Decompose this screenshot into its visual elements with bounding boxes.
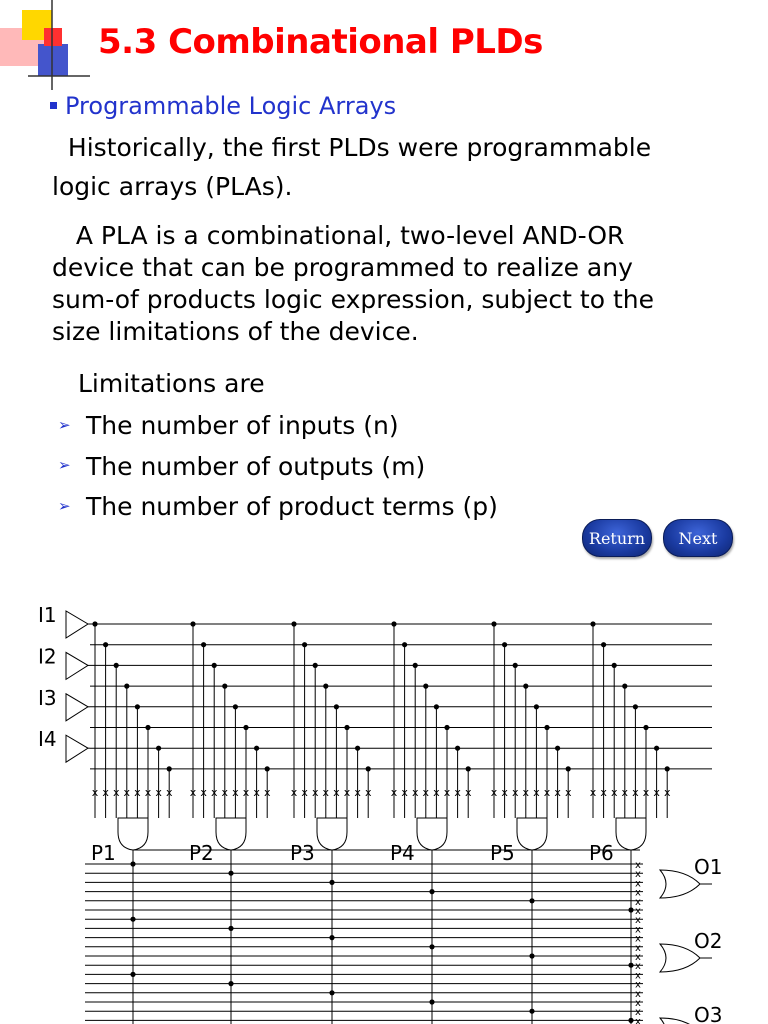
connection-dot [429,889,434,894]
connection-dot [124,684,129,689]
fuse-mark: x [311,786,319,799]
fuse-mark: x [543,786,551,799]
fuse-mark: x [123,786,131,799]
connection-dot [145,725,150,730]
connection-dot [190,621,195,626]
connection-dot [130,917,135,922]
fuse-mark: x [322,786,330,799]
connection-dot [628,963,633,968]
connection-dot [534,704,539,709]
connection-dot [228,871,233,876]
connection-dot [413,663,418,668]
connection-dot [654,746,659,751]
fuse-mark: x [443,786,451,799]
list-item-text: The number of outputs (m) [86,451,426,481]
fuse-mark: x [635,869,641,881]
connection-dot [402,642,407,647]
fuse-mark: x [653,786,660,799]
slide-title: 5.3 Combinational PLDs [98,22,543,62]
fuse-mark: x [390,786,398,799]
next-button[interactable]: Next [663,519,733,557]
connection-dot [329,880,334,885]
connection-dot [523,684,528,689]
and-gate [118,818,148,850]
list-item [58,487,498,528]
and-gate [517,818,547,850]
fuse-mark: x [635,860,641,871]
fuse-mark: x [155,786,162,799]
and-gate [417,818,447,850]
connection-dot [114,663,119,668]
connection-dot [323,684,328,689]
connection-dot [254,746,259,751]
connection-dot [455,746,460,751]
connection-dot [130,861,135,866]
fuse-mark: x [635,942,641,954]
fuse-mark: x [221,786,229,799]
arrow-bullet-icon: ➢ [58,456,71,474]
fuse-mark: x [564,786,572,799]
connection-dot [212,663,217,668]
product-label: P3 [290,841,315,865]
connection-dot [555,746,560,751]
connection-dot [92,621,97,626]
connection-dot [423,684,428,689]
connection-dot [529,953,534,958]
product-label: P2 [189,841,214,865]
fuse-mark: x [533,786,540,799]
fuse-mark: x [232,786,239,799]
connection-dot [265,766,270,771]
bullet-square-icon [50,102,57,109]
slide-logo-icon [0,0,90,90]
fuse-mark: x [635,952,641,963]
connection-dot [355,746,360,751]
fuse-mark: x [642,786,650,799]
fuse-mark: x [210,786,218,799]
fuse-mark: x [422,786,430,799]
connection-dot [429,944,434,949]
product-label: P6 [589,841,614,865]
connection-dot [628,1018,633,1023]
arrow-bullet-icon: ➢ [58,496,71,515]
connection-dot [444,725,449,730]
connection-dot [643,725,648,730]
connection-dot [329,935,334,940]
connection-dot [612,663,617,668]
input-label: I3 [38,685,57,710]
connection-dot [334,704,339,709]
fuse-mark: x [635,961,641,973]
product-label: P4 [390,841,415,865]
fuse-mark: x [401,786,408,799]
fuse-mark: x [635,924,641,936]
fuse-mark: x [253,786,260,799]
connection-dot [633,704,638,709]
fuse-mark: x [112,786,120,799]
connection-dot [529,1009,534,1014]
fuse-mark: x [600,786,607,799]
connection-dot [201,642,206,647]
output-label: O1 [694,855,723,879]
limitations-list [58,406,498,528]
fuse-mark: x [333,786,340,799]
output-label: O3 [694,1003,723,1024]
fuse-mark: x [433,786,440,799]
product-label: P5 [490,841,515,865]
fuse-mark: x [635,933,641,945]
fuse-mark: x [102,786,109,799]
fuse-mark: x [501,786,508,799]
fuse-mark: x [589,786,597,799]
fuse-mark: x [511,786,519,799]
output-label: O2 [694,929,723,953]
fuse-mark: x [635,988,641,1000]
fuse-mark: x [635,878,641,890]
fuse-mark: x [554,786,561,799]
connection-dot [622,684,627,689]
list-item [58,406,498,447]
pla-diagram [0,596,768,1024]
connection-dot [130,972,135,977]
fuse-mark: x [165,786,173,799]
connection-dot [291,621,296,626]
connection-dot [344,725,349,730]
fuse-mark: x [635,1007,641,1019]
fuse-mark: x [635,906,641,917]
connection-dot [429,999,434,1004]
connection-dot [228,926,233,931]
paragraph-pla-definition: A PLA is a combinational, two-level AND-OR device that can be programmed to realize any sum-of products logic expression, subject to the size limitations of the device. [52,221,655,346]
fuse-mark: x [454,786,461,799]
connection-dot [529,898,534,903]
fuse-mark: x [301,786,308,799]
buffer-gate [66,652,88,679]
fuse-mark: x [635,979,641,991]
connection-dot [491,621,496,626]
fuse-mark: x [189,786,197,799]
and-gate [616,818,646,850]
fuse-mark: x [635,998,641,1009]
fuse-mark: x [263,786,271,799]
fuse-mark: x [354,786,361,799]
fuse-mark: x [364,786,372,799]
input-label: I1 [38,603,57,627]
fuse-mark: x [200,786,207,799]
connection-dot [167,766,172,771]
and-gate [317,818,347,850]
connection-dot [513,663,518,668]
fuse-mark: x [635,915,641,927]
connection-dot [391,621,396,626]
subheading [50,92,396,120]
input-label: I2 [38,644,57,669]
connection-dot [434,704,439,709]
limitations-heading: Limitations are [78,369,265,398]
fuse-mark: x [635,970,641,982]
fuse-mark: x [635,1016,641,1024]
connection-dot [329,990,334,995]
connection-dot [601,642,606,647]
connection-dot [466,766,471,771]
return-button[interactable]: Return [582,519,652,557]
buffer-gate [66,735,88,762]
fuse-mark: x [343,786,351,799]
fuse-mark: x [632,786,639,799]
connection-dot [628,907,633,912]
fuse-mark: x [522,786,530,799]
fuse-mark: x [663,786,671,799]
connection-dot [502,642,507,647]
fuse-mark: x [411,786,419,799]
fuse-mark: x [242,786,250,799]
connection-dot [302,642,307,647]
connection-dot [590,621,595,626]
buffer-gate [66,611,88,638]
fuse-mark: x [610,786,618,799]
buffer-gate [66,694,88,721]
fuse-mark: x [290,786,298,799]
connection-dot [544,725,549,730]
product-label: P1 [91,841,116,865]
input-label: I4 [38,727,57,752]
fuse-mark: x [144,786,152,799]
connection-dot [103,642,108,647]
fuse-mark: x [490,786,498,799]
subheading-text: Programmable Logic Arrays [65,92,397,120]
connection-dot [233,704,238,709]
list-item-text: The number of product terms (p) [86,492,498,521]
arrow-bullet-icon: ➢ [58,415,71,434]
list-item-text: The number of inputs (n) [86,411,399,440]
connection-dot [665,766,670,771]
list-item [58,447,498,488]
and-gate [216,818,246,850]
fuse-mark: x [134,786,141,799]
fuse-mark: x [91,786,99,799]
connection-dot [135,704,140,709]
connection-dot [222,684,227,689]
paragraph-history: Historically, the first PLDs were programmable logic arrays (PLAs). [52,133,652,201]
fuse-mark: x [635,896,641,908]
connection-dot [366,766,371,771]
connection-dot [228,981,233,986]
connection-dot [243,725,248,730]
fuse-mark: x [621,786,629,799]
connection-dot [156,746,161,751]
connection-dot [566,766,571,771]
fuse-mark: x [635,887,641,899]
fuse-mark: x [464,786,472,799]
connection-dot [313,663,318,668]
